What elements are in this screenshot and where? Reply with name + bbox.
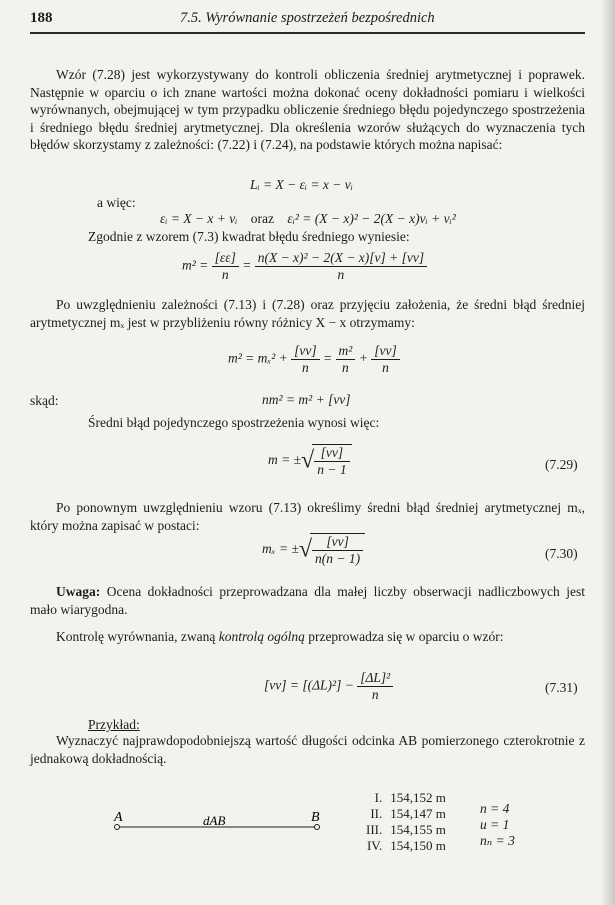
eq6-radicand [312,444,351,478]
eq3-f2-den: n [337,267,345,282]
eq3-equals: = [242,257,252,273]
measurement-value: 154,155 m [390,822,446,837]
equation-epsilon [160,211,456,227]
przyklad-label: Przykład: [88,717,140,732]
eq7-num: [vv] [312,534,363,551]
kontrola-term: kontrolą ogólną [218,629,305,644]
eq8-fraction [357,670,393,703]
measurement-row [362,822,450,838]
page-header [30,10,585,32]
eq4-lhs: m² = mₓ² + [228,350,288,366]
measurement-index: III. [366,822,383,837]
sqrt-icon: √ [301,447,315,474]
paragraph-po-uwzglednieniu: Po uwzględnieniu zależności (7.13) i (7.28) oraz przyjęciu założenia, że średni błąd średniej arytmetycznej mₓ jest w przybliżeniu równy różnicy X − x otrzymamy: [30,297,585,330]
equation-epsilon-left: εᵢ = X − x + vᵢ [160,211,238,226]
paragraph-kontrola [30,628,585,646]
uwaga-label: Uwaga: [56,584,101,599]
sqrt-icon: √ [298,536,313,563]
eq4-f1-den: n [302,360,309,375]
section-title: 7.5. Wyrównanie spostrzeżeń bezpośrednich [180,10,435,26]
eq8-den: n [371,687,379,702]
param-u: u = 1 [480,817,510,832]
equation-m-squared-mx [228,343,400,376]
segment-label: dAB [203,813,226,828]
measurement-index: II. [370,806,383,821]
measurement-row [362,838,450,854]
eq4-plus: + [358,350,368,366]
point-b-label: B [311,810,320,825]
kontrola-text-b: przeprowadza się w oparciu o wzór: [304,629,504,644]
eq7-radicand [310,533,365,567]
equation-7-31 [264,670,393,703]
eq7-den: n(n − 1) [315,551,361,566]
eq4-f3-den: n [382,360,389,375]
eq3-fraction-1 [212,250,239,283]
measurement-index: IV. [366,838,383,853]
eq4-f1-num: [vv] [291,343,320,360]
uwaga-text: Ocena dokładności przeprowadzana dla małej liczby obserwacji nadliczbowych jest mało wiarygodna. [30,584,585,617]
param-nn: nₙ = 3 [480,833,515,848]
eq3-lhs: m² = [182,257,209,273]
equation-number-7-30: (7.30) [545,546,578,561]
text-a-wiec: a więc: [97,195,136,210]
header-rule [30,32,585,34]
paragraph-intro: Wzór (7.28) jest wykorzystywany do kontroli obliczenia średniej arytmetycznej i poprawek. Następnie w oparciu o ich znane wartości można dokonać oceny dokładności pomiaru i wielkości wyrównanych, obejmującej w tym przypadku obliczenie średniego błędu pojedynczego spostrzeżenia i średniego błędu średniej arytmetycznej. Dla określenia wzorów służących do wyznaczenia tych błędów skorzystamy z zależności: (7.22) i (7.24), na podstawie których można napisać: [30,67,585,152]
eq4-f2-num: m² [336,343,356,360]
measurement-value: 154,150 m [390,838,446,853]
kontrola-text-a: Kontrolę wyrównania, zwaną [56,629,219,644]
paragraph-ponownym: Po ponownym uwzględnieniu wzoru (7.13) określimy średni błąd średniej arytmetycznej mₓ, który można zapisać w postaci: [30,500,585,533]
eq6-den: n − 1 [317,462,347,477]
text-skad: skąd: [30,393,59,408]
eq3-f2-num: n(X − x)² − 2(X − x)[v] + [vv] [255,250,427,267]
point-b-marker [315,825,320,830]
eq4-fraction-2 [336,343,356,376]
equation-m-squared [182,250,427,283]
equation-7-29 [268,444,352,478]
param-n: n = 4 [480,801,510,816]
eq4-fraction-3 [371,343,400,376]
equation-residual: Lᵢ = X − εᵢ = x − vᵢ [250,177,353,192]
paragraph-uwaga [30,583,585,618]
measurement-value: 154,147 m [390,806,446,821]
eq4-f3-num: [vv] [371,343,400,360]
eq4-equals: = [323,350,333,366]
measurement-value: 154,152 m [390,790,446,805]
eq7-lhs: mₓ = ± [262,541,299,557]
equation-7-30 [262,533,365,567]
eq8-lhs: [vv] = [(ΔL)²] − [264,677,354,693]
eq3-f1-den: n [221,267,229,282]
measurements-table [362,790,450,854]
eq6-fraction [314,445,349,478]
paragraph-sredni-blad: Średni błąd pojedynczego spostrzeżenia wynosi więc: [88,415,380,430]
point-a-marker [115,825,120,830]
equation-number-7-29: (7.29) [545,457,578,472]
equation-nm-squared: nm² = m² + [vv] [262,392,351,407]
point-a-label: A [114,810,123,825]
page-edge-shadow [601,0,615,905]
eq7-fraction [312,534,363,567]
eq4-fraction-1 [291,343,320,376]
page-number: 188 [30,10,53,26]
eq3-fraction-2 [255,250,427,283]
equation-number-7-31: (7.31) [545,680,578,695]
paragraph-zgodnie: Zgodnie z wzorem (7.3) kwadrat błędu średniego wyniesie: [88,229,410,244]
segment-diagram [100,800,340,842]
eq4-f2-den: n [342,360,349,375]
eq6-lhs: m = ± [268,452,302,468]
eq6-num: [vv] [314,445,349,462]
measurement-row [362,806,450,822]
eq3-f1-num: [εε] [212,250,239,267]
equation-oraz: oraz [250,211,275,226]
equation-epsilon-squared: εᵢ² = (X − x)² − 2(X − x)vᵢ + vᵢ² [287,211,456,226]
paragraph-przyklad: Wyznaczyć najprawdopodobniejszą wartość długości odcinka AB pomierzonego czterokrotnie z jednakową dokładnością. [30,733,585,766]
measurement-index: I. [374,790,383,805]
measurement-row [362,790,450,806]
eq8-num: [ΔL]² [357,670,393,687]
